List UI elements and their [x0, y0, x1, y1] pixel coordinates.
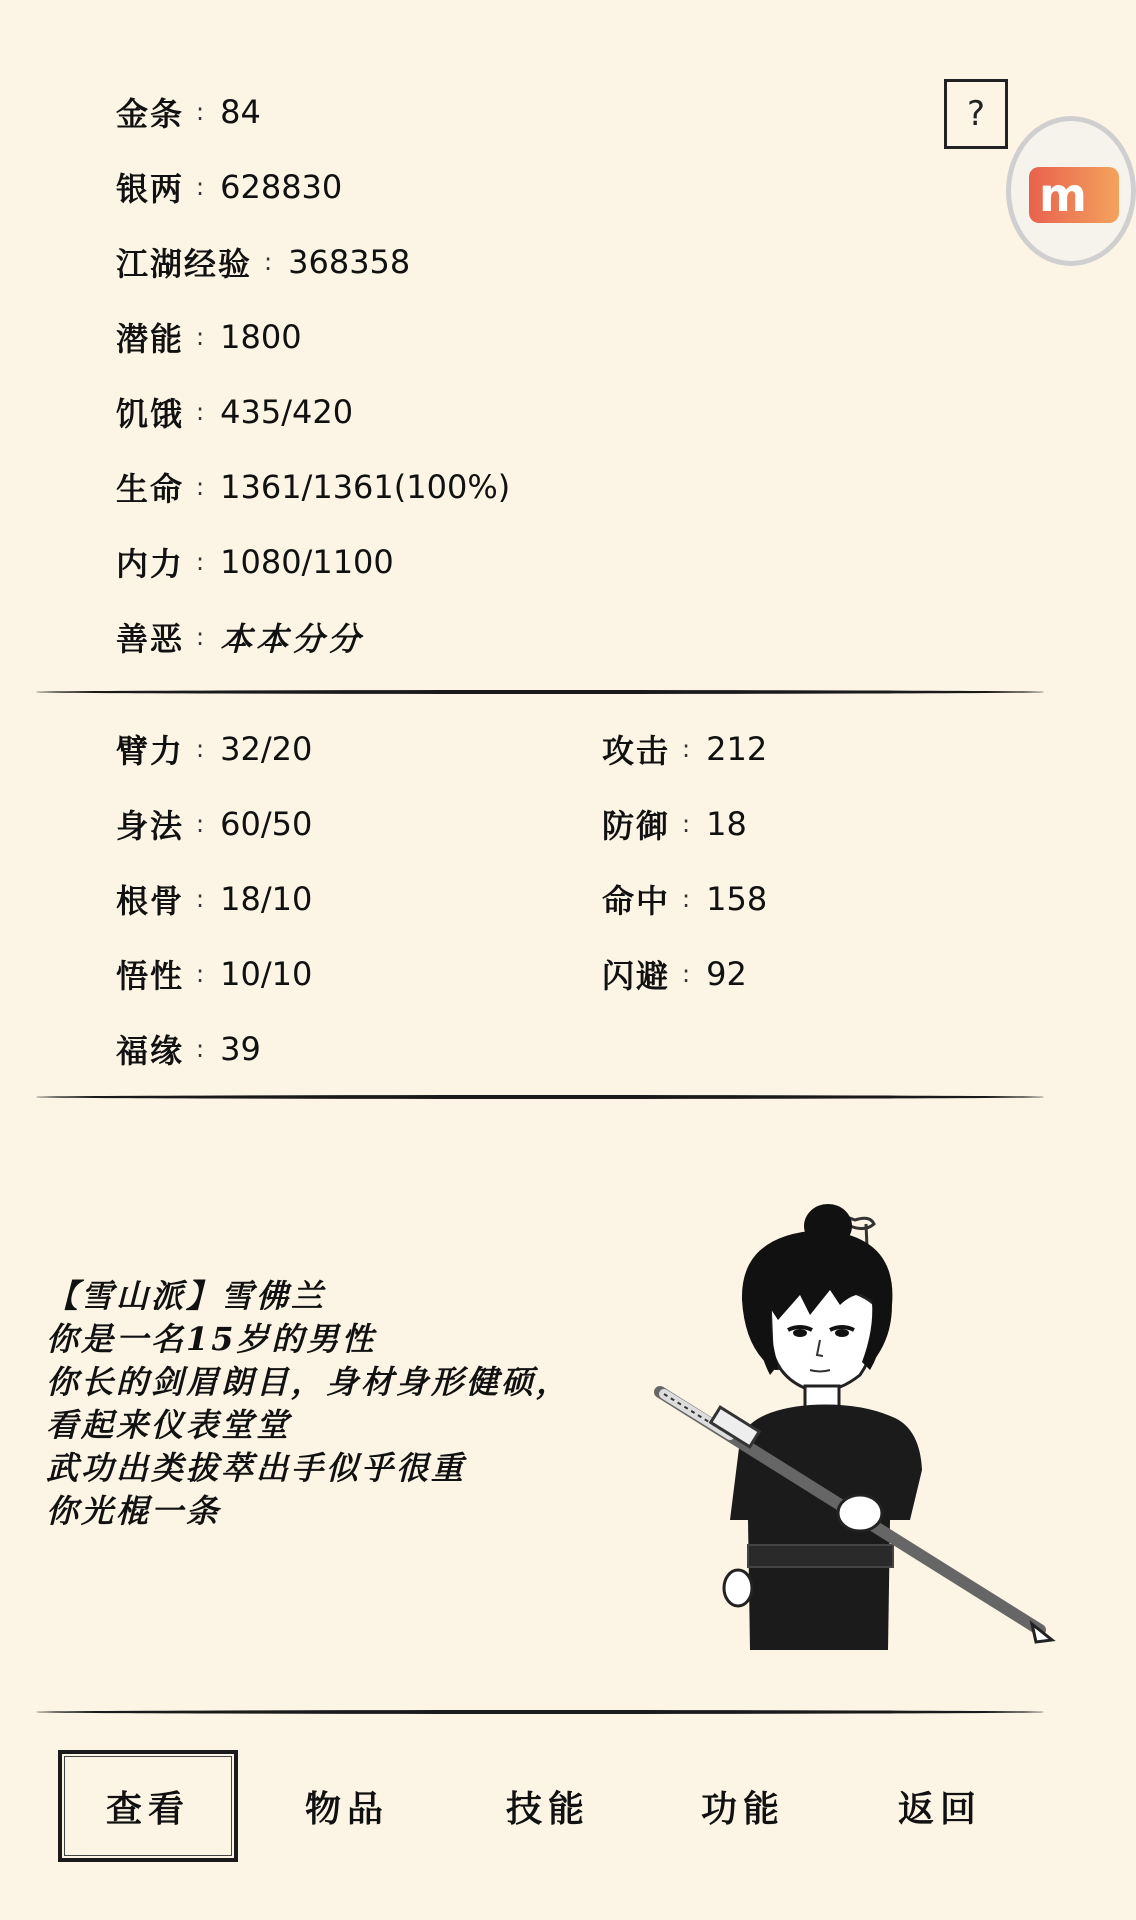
help-button[interactable]: ? — [944, 79, 1008, 149]
floating-badge-logo: m — [1029, 167, 1119, 223]
section-divider — [36, 1095, 1044, 1099]
stat-row-internal-power — [116, 532, 394, 592]
tab-functions[interactable]: 功能 — [700, 1787, 785, 1830]
stat-row-potential — [116, 307, 302, 367]
stat-row-silver — [116, 157, 342, 217]
combat-label: 命中 — [602, 882, 671, 920]
attr-row-strength — [116, 719, 312, 779]
stat-colon: : — [196, 173, 205, 201]
stat-colon: : — [264, 248, 273, 276]
stat-colon: : — [196, 960, 205, 988]
stat-row-health — [116, 457, 510, 517]
stat-colon: : — [196, 323, 205, 351]
stat-colon: : — [196, 98, 205, 126]
combat-row-attack — [602, 719, 767, 779]
combat-label: 闪避 — [602, 957, 671, 995]
description-line: 你光棍一条 — [46, 1492, 222, 1530]
description-line: 你长的剑眉朗目，身材身形健硕， — [46, 1363, 572, 1401]
stat-colon: : — [196, 623, 205, 651]
attr-value: 39 — [220, 1030, 261, 1068]
stat-row-hunger — [116, 382, 353, 442]
stat-value: 1800 — [220, 318, 302, 356]
combat-value: 158 — [706, 880, 768, 918]
stat-colon: : — [196, 548, 205, 576]
combat-row-defense — [602, 794, 747, 854]
section-divider — [36, 1710, 1044, 1714]
attr-row-constitution — [116, 869, 312, 929]
attr-label: 悟性 — [116, 957, 185, 995]
description-line: 武功出类拔萃出手似乎很重 — [46, 1449, 467, 1487]
stat-colon: : — [682, 960, 691, 988]
combat-row-evasion — [602, 944, 747, 1004]
combat-value: 18 — [706, 805, 747, 843]
stat-colon: : — [682, 735, 691, 763]
character-portrait — [660, 1190, 1060, 1650]
combat-label: 攻击 — [602, 732, 671, 770]
floating-assistant-badge[interactable] — [1006, 116, 1136, 266]
section-divider — [36, 690, 1044, 694]
stat-label: 江湖经验 — [116, 245, 253, 283]
stat-colon: : — [196, 398, 205, 426]
description-line: 你是一名15岁的男性 — [46, 1320, 377, 1358]
stat-colon: : — [682, 810, 691, 838]
tab-back[interactable]: 返回 — [897, 1787, 982, 1830]
description-line: 看起来仪表堂堂 — [46, 1406, 292, 1444]
stat-value: 628830 — [220, 168, 343, 206]
combat-value: 212 — [706, 730, 768, 768]
stat-value: 1361/1361(100%) — [220, 468, 511, 506]
stat-value: 435/420 — [220, 393, 354, 431]
attr-row-comprehension — [116, 944, 312, 1004]
stat-colon: : — [196, 735, 205, 763]
stat-colon: : — [682, 885, 691, 913]
stat-label: 金条 — [116, 95, 185, 133]
stat-colon: : — [196, 1035, 205, 1063]
bottom-tab-bar — [0, 1750, 1080, 1870]
stat-value: 368358 — [288, 243, 411, 281]
character-description — [46, 1275, 646, 1533]
tab-skills[interactable]: 技能 — [505, 1787, 590, 1830]
stat-label: 银两 — [116, 170, 185, 208]
stat-label: 善恶 — [116, 620, 185, 658]
attr-row-agility — [116, 794, 312, 854]
attr-value: 10/10 — [220, 955, 313, 993]
stat-row-gold — [116, 82, 261, 142]
stat-row-experience — [116, 232, 410, 292]
attr-label: 臂力 — [116, 732, 185, 770]
attr-value: 18/10 — [220, 880, 313, 918]
stat-label: 生命 — [116, 470, 185, 508]
tab-items[interactable]: 物品 — [304, 1787, 389, 1830]
stat-row-morality — [116, 607, 364, 667]
attr-value: 32/20 — [220, 730, 313, 768]
combat-value: 92 — [706, 955, 747, 993]
stat-value: 1080/1100 — [220, 543, 394, 581]
combat-label: 防御 — [602, 807, 671, 845]
stat-colon: : — [196, 810, 205, 838]
combat-row-accuracy — [602, 869, 767, 929]
attr-row-fortune — [116, 1019, 261, 1079]
stat-colon: : — [196, 885, 205, 913]
attr-label: 根骨 — [116, 882, 185, 920]
attr-label: 身法 — [116, 807, 185, 845]
attr-label: 福缘 — [116, 1032, 185, 1070]
tab-view[interactable]: 查看 — [58, 1750, 238, 1862]
description-line: 【雪山派】雪佛兰 — [46, 1277, 327, 1315]
attr-value: 60/50 — [220, 805, 313, 843]
stat-colon: : — [196, 473, 205, 501]
stat-label: 潜能 — [116, 320, 185, 358]
stat-value: 84 — [220, 93, 261, 131]
stat-label: 内力 — [116, 545, 185, 583]
stat-label: 饥饿 — [116, 395, 185, 433]
stat-value: 本本分分 — [220, 620, 365, 658]
